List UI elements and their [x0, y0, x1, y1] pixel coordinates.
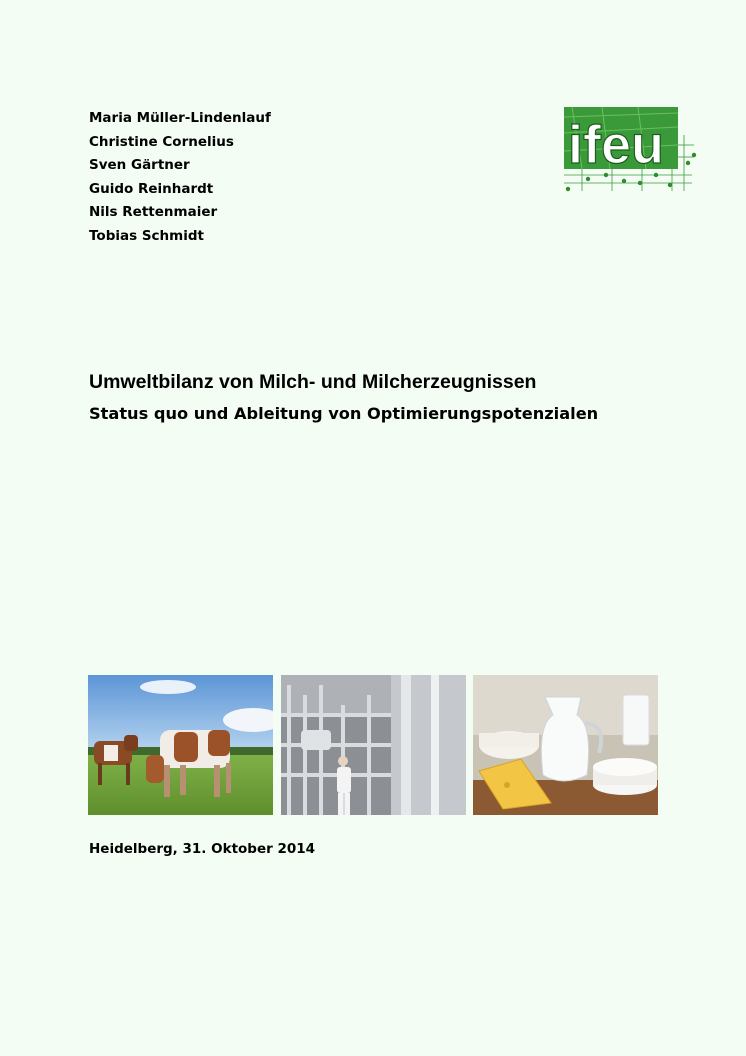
author-name: Maria Müller-Lindenlauf — [89, 110, 271, 126]
author-name: Guido Reinhardt — [89, 180, 214, 197]
report-title: Umweltbilanz von Milch- und Milcherzeugnissen — [89, 371, 537, 393]
ifeu-logo — [562, 105, 698, 195]
author-name: Nils Rettenmaier — [89, 204, 218, 221]
dairy-plant-photo — [281, 675, 466, 815]
author-name: Tobias Schmidt — [89, 227, 204, 244]
place-date: Heidelberg, 31. Oktober 2014 — [89, 841, 316, 857]
dairy-products-photo — [473, 675, 658, 815]
report-subtitle: Status quo und Ableitung von Optimierungspotenzialen — [89, 404, 599, 423]
author-list — [89, 107, 271, 249]
logo-text: ifeu — [568, 115, 665, 175]
cows-pasture-photo — [88, 675, 273, 815]
author-name: Sven Gärtner — [89, 157, 190, 174]
author-name: Christine Cornelius — [89, 133, 234, 150]
